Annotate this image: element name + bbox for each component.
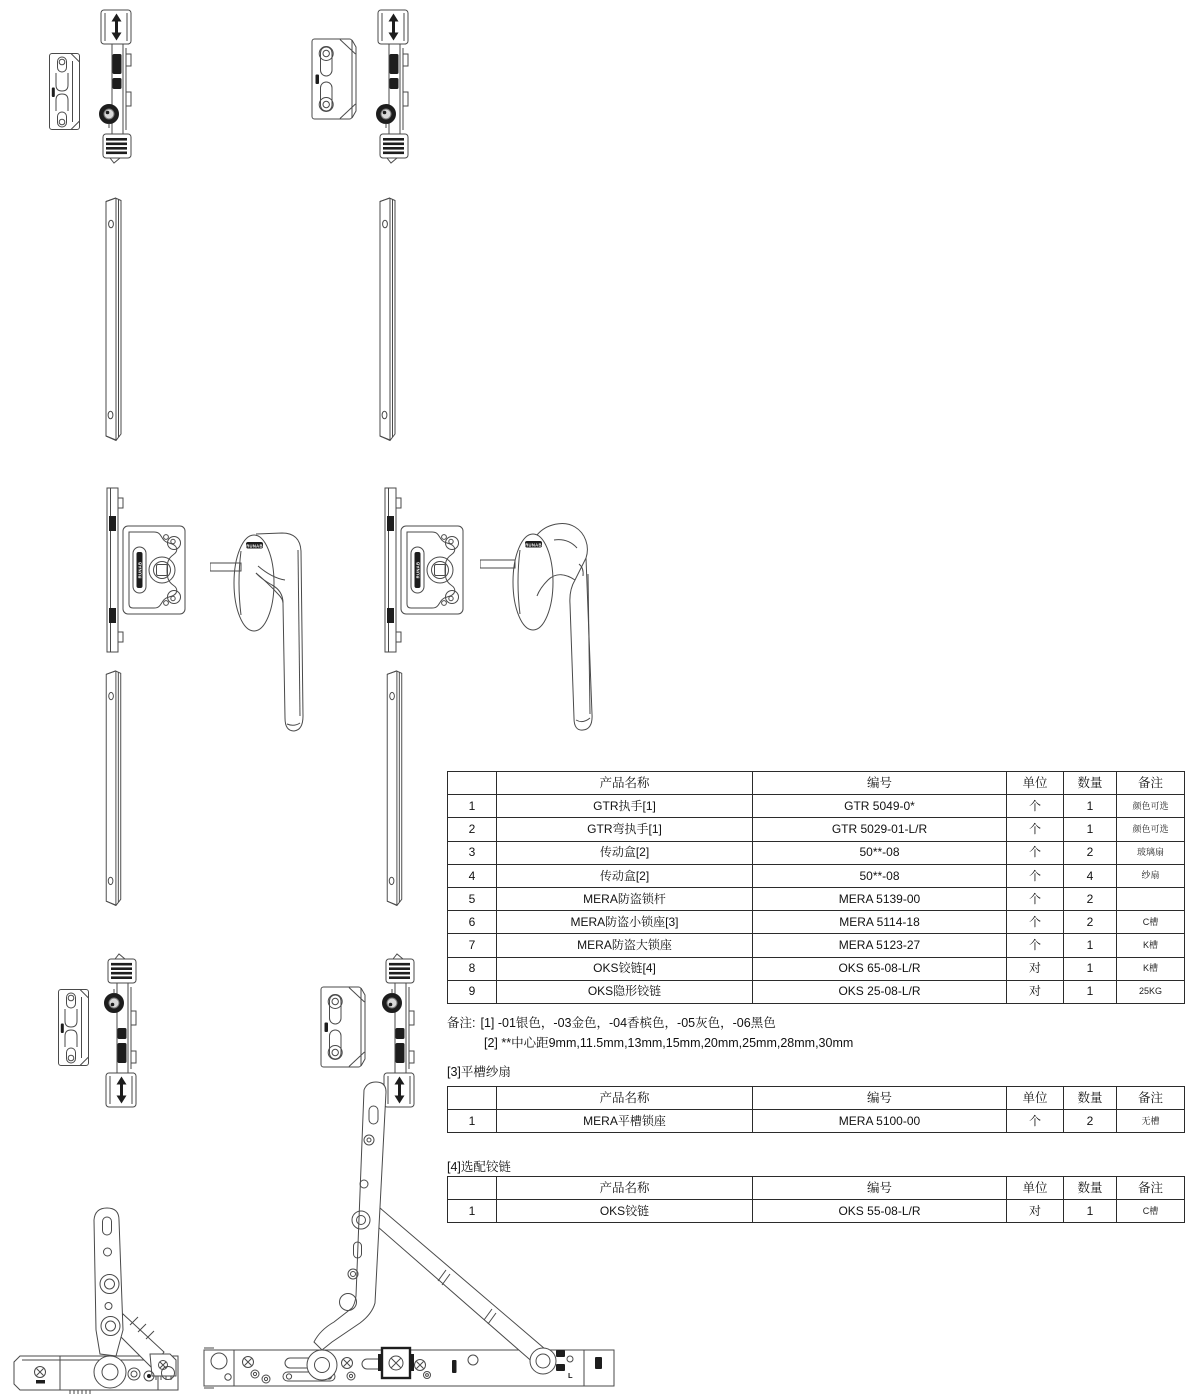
table-cell: 1 [448,795,497,818]
drawing-small-keeper-2 [57,988,91,1068]
note-line [447,1013,853,1033]
table-cell: MERA防盗小锁座[3] [497,911,753,934]
column-header: 数量 [1064,1087,1117,1110]
column-header: 产品名称 [497,772,753,795]
table-header [448,1177,1185,1200]
table-row [448,841,1185,864]
table-cell: 传动盒[2] [497,864,753,887]
table-cell: 4 [448,864,497,887]
notes-block [447,1013,853,1053]
table-cell: C槽 [1117,911,1185,934]
table-cell: 颜色可选 [1117,818,1185,841]
table-cell: MERA平槽锁座 [497,1110,753,1133]
table-row [448,934,1185,957]
drawing-gearbox-1 [96,486,188,654]
column-header: 编号 [753,772,1007,795]
table-cell: OKS隐形铰链 [497,980,753,1003]
drawing-lock-bar-1 [100,195,126,443]
table-cell: 4 [1064,864,1117,887]
drawing-small-keeper-1 [48,52,82,132]
column-header: 产品名称 [497,1087,753,1110]
column-header [448,1087,497,1110]
table-cell: 个 [1007,911,1064,934]
table-cell: 个 [1007,841,1064,864]
drawing-espagnolette-1 [95,8,140,164]
table-cell: 2 [1064,841,1117,864]
drawing-lock-bar-4 [381,668,407,908]
gearbox-logo-text: RUNAB [415,561,421,579]
table-cell: 个 [1007,934,1064,957]
handle-logo-text: RUNAB [246,543,263,549]
table-cell: 5 [448,887,497,910]
note-text: [1] -01银色，-03金色，-04香槟色，-05灰色，-06黑色 [480,1016,776,1030]
table-cell: 个 [1007,795,1064,818]
table-cell: 1 [1064,980,1117,1003]
hinge-size-label: L [568,1371,573,1380]
table-cell: GTR 5029-01-L/R [753,818,1007,841]
table-cell: 1 [1064,1200,1117,1223]
table-cell: 2 [1064,1110,1117,1133]
table-cell: 1 [448,1110,497,1133]
handle-logo-text: RUNAB [525,542,542,548]
column-header: 数量 [1064,1177,1117,1200]
table-cell: 1 [1064,934,1117,957]
table-cell: 1 [1064,818,1117,841]
table-row [448,887,1185,910]
drawing-straight-handle [210,506,310,746]
column-header: 单位 [1007,1177,1064,1200]
table-row [448,818,1185,841]
table-cell: MERA防盗大锁座 [497,934,753,957]
table-cell [1117,887,1185,910]
table-cell: 纱扇 [1117,864,1185,887]
table-cell: MERA 5139-00 [753,887,1007,910]
table-cell: 2 [448,818,497,841]
table-cell: OKS铰链[4] [497,957,753,980]
table-row [448,980,1185,1003]
drawing-lock-bar-2 [374,195,400,443]
table-cell: MERA 5100-00 [753,1110,1007,1133]
table-header [448,772,1185,795]
column-header: 备注 [1117,772,1185,795]
table-cell: 7 [448,934,497,957]
table-cell: 个 [1007,1110,1064,1133]
table-cell: MERA防盗锁杆 [497,887,753,910]
table-cell: GTR执手[1] [497,795,753,818]
table-row [448,957,1185,980]
section-label-optional-hinge: [4]选配铰链 [447,1160,511,1174]
table-cell: 50**-08 [753,841,1007,864]
table-cell: OKS 65-08-L/R [753,957,1007,980]
table-cell: 颜色可选 [1117,795,1185,818]
table-cell: GTR 5049-0* [753,795,1007,818]
column-header: 编号 [753,1087,1007,1110]
table-row [448,864,1185,887]
table-cell: 6 [448,911,497,934]
drawing-large-keeper-2 [320,986,366,1068]
table-row [448,1200,1185,1223]
drawing-lock-bar-3 [100,668,126,908]
table-cell: C槽 [1117,1200,1185,1223]
table-cell: K槽 [1117,957,1185,980]
table-cell: 传动盒[2] [497,841,753,864]
column-header: 备注 [1117,1177,1185,1200]
table-cell: 25KG [1117,980,1185,1003]
note-prefix: 备注: [447,1016,476,1030]
table-cell: 1 [448,1200,497,1223]
table-cell: GTR弯执手[1] [497,818,753,841]
table-row [448,795,1185,818]
table-cell: OKS 55-08-L/R [753,1200,1007,1223]
column-header [448,1177,497,1200]
table-cell: 8 [448,957,497,980]
table-cell: 50**-08 [753,864,1007,887]
table-cell: 对 [1007,980,1064,1003]
section-label-screen-sash: [3]平槽纱扇 [447,1065,511,1079]
column-header: 单位 [1007,1087,1064,1110]
table-cell: 3 [448,841,497,864]
drawing-espagnolette-2 [372,8,417,164]
optional-hinge-table [447,1176,1185,1223]
table-cell: MERA 5123-27 [753,934,1007,957]
table-cell: 个 [1007,887,1064,910]
table-row [448,1110,1185,1133]
table-cell: 2 [1064,911,1117,934]
drawing-espagnolette-3 [100,953,145,1109]
column-header [448,772,497,795]
column-header: 单位 [1007,772,1064,795]
table-cell: 2 [1064,887,1117,910]
column-header: 产品名称 [497,1177,753,1200]
table-cell: 个 [1007,864,1064,887]
drawing-small-hinge [12,1204,182,1396]
table-cell: 玻璃扇 [1117,841,1185,864]
column-header: 备注 [1117,1087,1185,1110]
table-cell: OKS 25-08-L/R [753,980,1007,1003]
drawing-large-keeper-1 [311,38,357,120]
table-cell: 无槽 [1117,1110,1185,1133]
note-line: [2] **中心距9mm,11.5mm,13mm,15mm,20mm,25mm,28mm,30mm [484,1036,854,1050]
table-cell: MERA 5114-18 [753,911,1007,934]
drawing-bent-handle [480,504,598,746]
table-header [448,1087,1185,1110]
table-cell: 1 [1064,957,1117,980]
gearbox-logo-text: RUNAB [137,561,143,579]
screen-sash-table [447,1086,1185,1133]
table-row [448,911,1185,934]
table-cell: K槽 [1117,934,1185,957]
table-cell: 个 [1007,818,1064,841]
table-cell: 对 [1007,957,1064,980]
column-header: 编号 [753,1177,1007,1200]
main-parts-table [447,771,1185,1004]
column-header: 数量 [1064,772,1117,795]
table-cell: 1 [1064,795,1117,818]
table-cell: 9 [448,980,497,1003]
table-cell: 对 [1007,1200,1064,1223]
drawing-gearbox-2 [374,486,466,654]
table-cell: OKS铰链 [497,1200,753,1223]
